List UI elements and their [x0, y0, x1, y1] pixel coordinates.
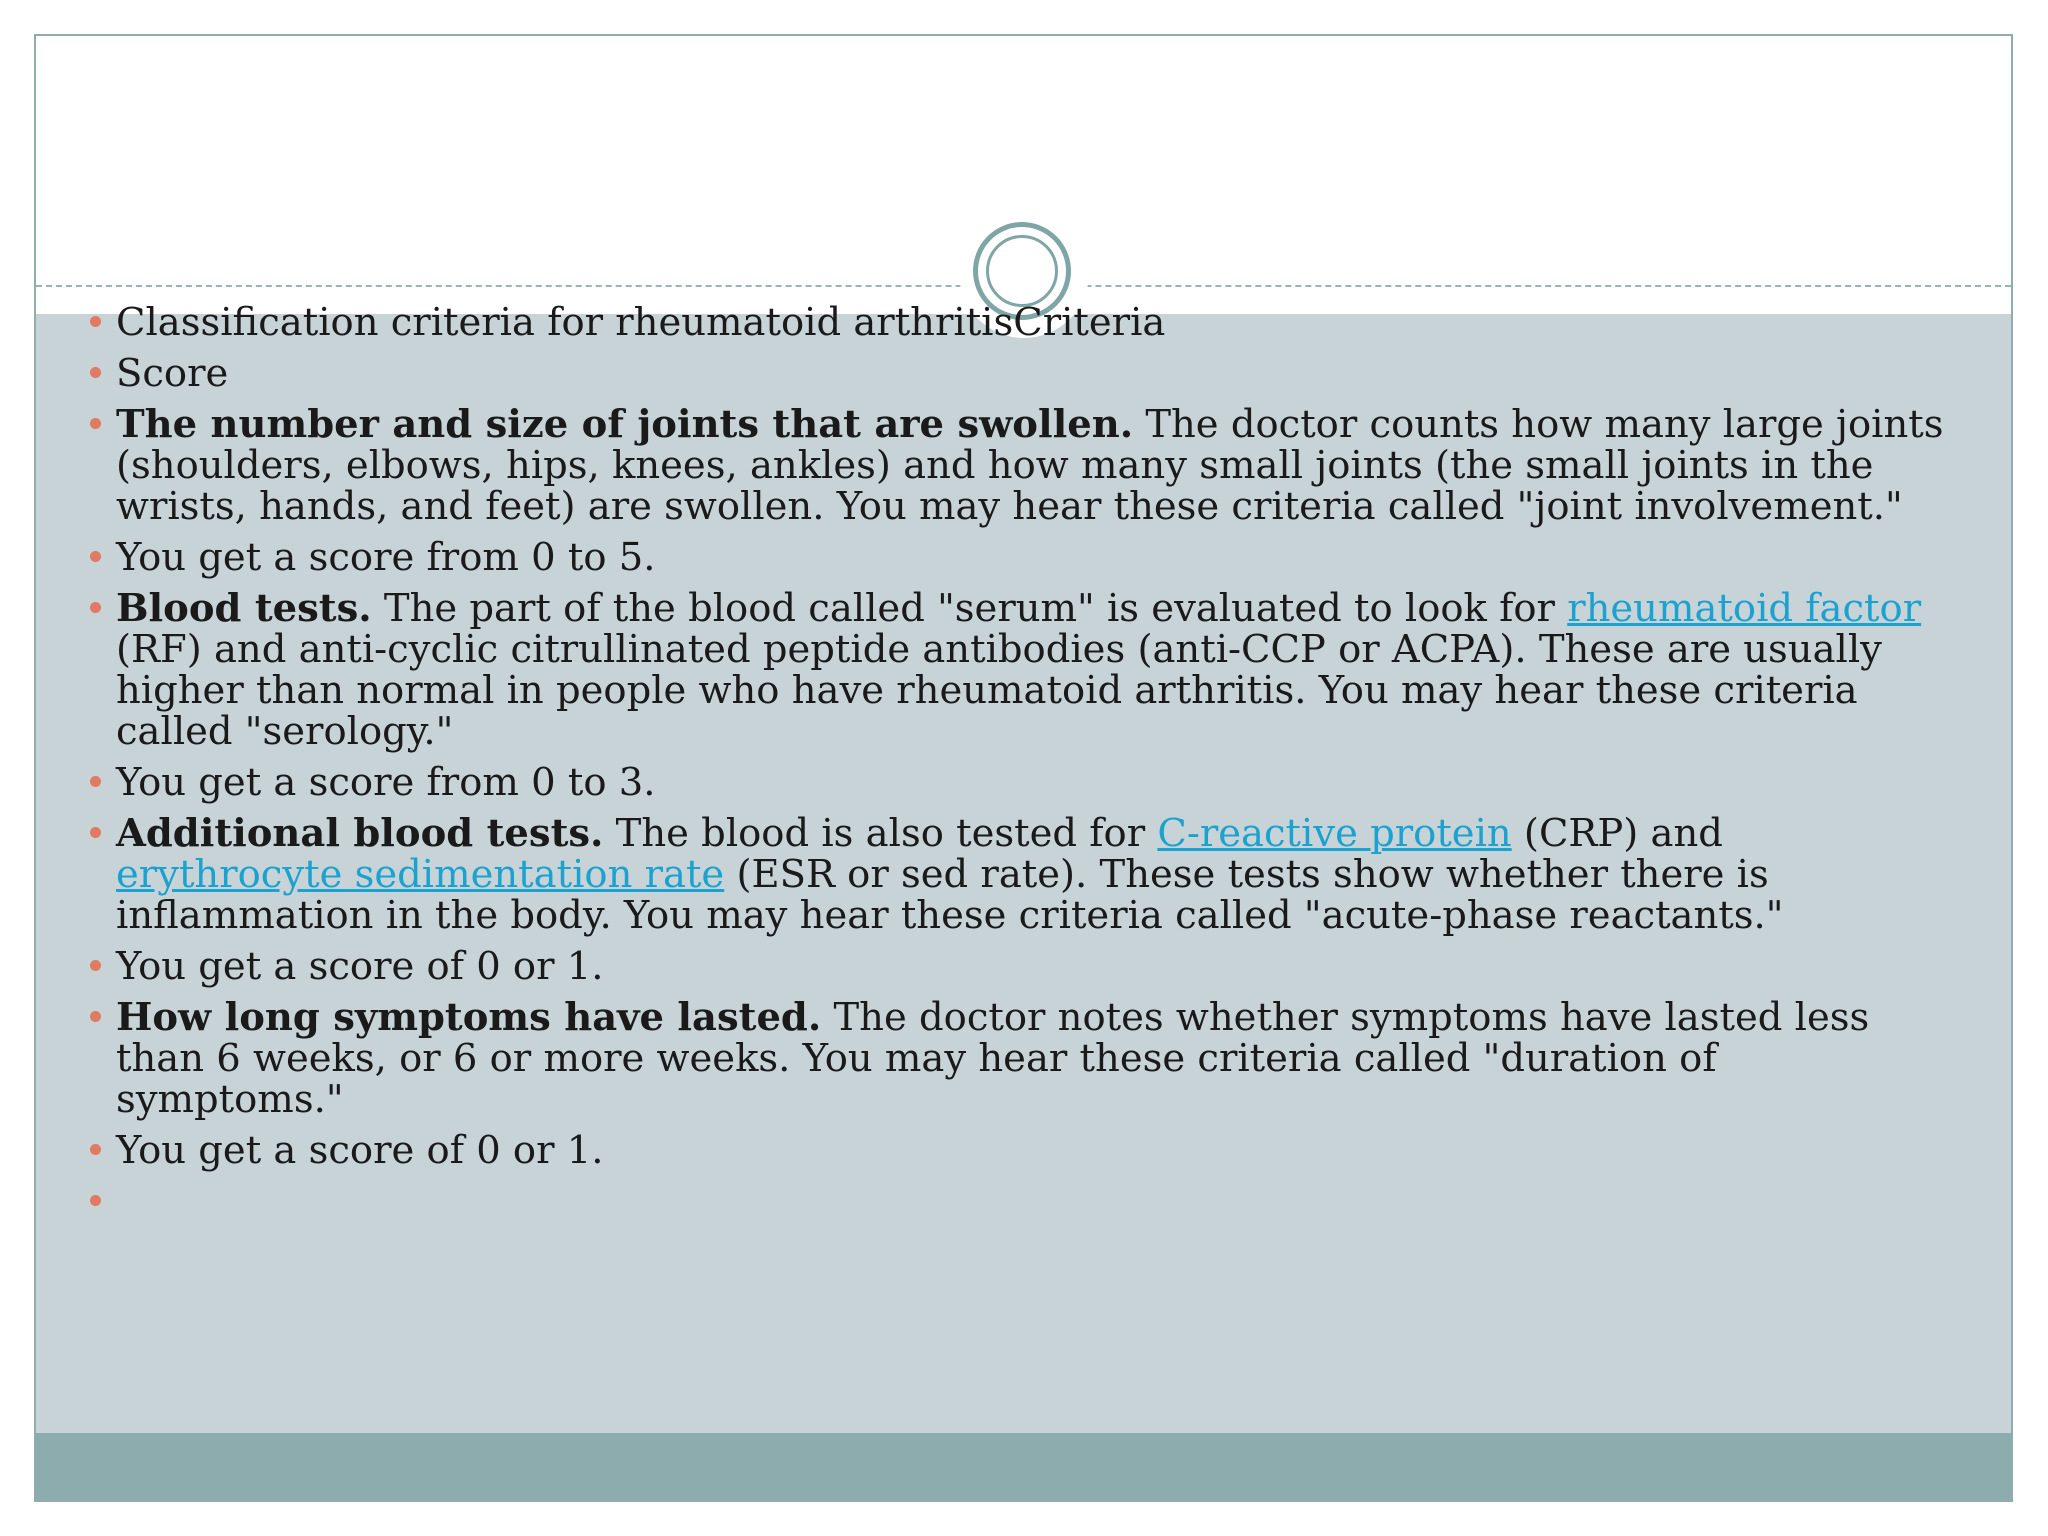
- slide-footer-bar: [36, 1433, 2011, 1502]
- bullet-icon: [90, 551, 101, 562]
- bullet-icon: [90, 1144, 101, 1155]
- c-reactive-protein-link[interactable]: C-reactive protein: [1157, 811, 1512, 856]
- list-item: [50, 588, 1950, 752]
- bullet-text: Classification criteria for rheumatoid arthritisCriteria: [116, 300, 1166, 345]
- bullet-text: The part of the blood called "serum" is evaluated to look for: [371, 586, 1568, 631]
- bullet-icon: [90, 602, 101, 613]
- bullet-heading: Additional blood tests.: [116, 811, 604, 856]
- bullet-heading: How long symptoms have lasted.: [116, 995, 822, 1040]
- bullet-list: [50, 302, 1950, 1222]
- bullet-icon: [90, 316, 101, 327]
- list-item: [50, 537, 1950, 578]
- bullet-text: (RF) and anti-cyclic citrullinated peptide antibodies (anti-CCP or ACPA). These are usually higher than normal in people who have rheumatoid arthritis. You may hear these criteria called "serology.": [116, 627, 1882, 754]
- bullet-text: The blood is also tested for: [603, 811, 1158, 856]
- bullet-text: You get a score from 0 to 3.: [116, 760, 656, 805]
- list-item: [50, 997, 1950, 1120]
- bullet-icon: [90, 776, 101, 787]
- bullet-text: You get a score of 0 or 1.: [116, 1128, 604, 1173]
- bullet-icon: [90, 1195, 101, 1206]
- bullet-text: (ESR or sed rate). These tests show whether there is inflammation in the body. You may hear these criteria called "acute-phase reactants.": [116, 852, 1784, 938]
- bullet-icon: [90, 960, 101, 971]
- bullet-text: (CRP) and: [1511, 811, 1723, 856]
- bullet-icon: [90, 418, 101, 429]
- bullet-text: The doctor counts how many large joints (shoulders, elbows, hips, knees, ankles) and how many small joints (the small joints in the wrists, hands, and feet) are swollen. You may hear these criteria called "joint involvement.": [116, 402, 1944, 529]
- list-item: [50, 946, 1950, 987]
- bullet-icon: [90, 1011, 101, 1022]
- bullet-text: The doctor notes whether symptoms have lasted less than 6 weeks, or 6 or more weeks. You may hear these criteria called "duration of symptoms.": [116, 995, 1870, 1122]
- list-item: [50, 813, 1950, 936]
- list-item: [50, 302, 1950, 343]
- bullet-text: Score: [116, 351, 229, 396]
- bullet-heading: The number and size of joints that are swollen.: [116, 402, 1134, 447]
- list-item: [50, 1130, 1950, 1171]
- list-item: [50, 353, 1950, 394]
- bullet-heading: Blood tests.: [116, 586, 372, 631]
- bullet-icon: [90, 367, 101, 378]
- bullet-text: You get a score from 0 to 5.: [116, 535, 656, 580]
- slide-content: [50, 302, 1950, 1232]
- bullet-text: You get a score of 0 or 1.: [116, 944, 604, 989]
- bullet-icon: [90, 827, 101, 838]
- decorative-ring-inner: [986, 235, 1058, 307]
- rheumatoid-factor-link[interactable]: rheumatoid factor: [1567, 586, 1922, 631]
- list-item: [50, 404, 1950, 527]
- list-item: [50, 1181, 1950, 1222]
- list-item: [50, 762, 1950, 803]
- erythrocyte-sedimentation-rate-link[interactable]: erythrocyte sedimentation rate: [116, 852, 725, 897]
